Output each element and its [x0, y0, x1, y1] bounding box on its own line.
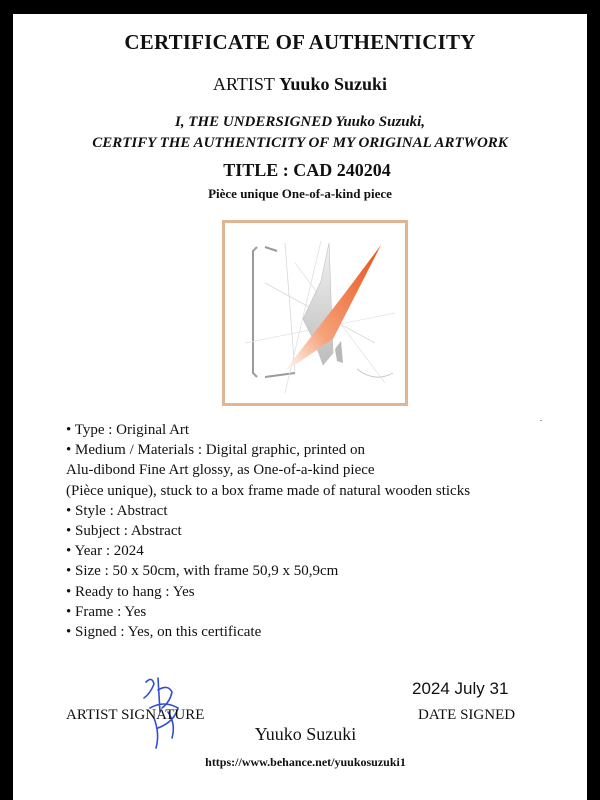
artwork-title: TITLE : CAD 240204	[223, 160, 391, 180]
spec-year: • Year : 2024	[66, 543, 144, 560]
spec-size: • Size : 50 x 50cm, with frame 50,9 x 50,9cm	[66, 563, 339, 580]
artist-prefix: ARTIST	[212, 74, 275, 94]
spec-ready-to-hang: • Ready to hang : Yes	[66, 583, 195, 600]
spec-frame: • Frame : Yes	[66, 603, 147, 620]
spec-style: • Style : Abstract	[66, 502, 168, 519]
artist-name: Yuuko Suzuki	[279, 74, 387, 94]
certificate-title: CERTIFICATE OF AUTHENTICITY	[124, 30, 476, 54]
left-border	[0, 0, 13, 800]
piece-note: Pièce unique One-of-a-kind piece	[208, 186, 392, 201]
spec-subject: • Subject : Abstract	[66, 523, 182, 540]
spec-type: • Type : Original Art	[66, 422, 190, 438]
speck	[540, 420, 542, 421]
date-value: 2024 July 31	[412, 679, 509, 698]
spec-medium-cont: Alu-dibond Fine Art glossy, as One-of-a-kind piece	[66, 462, 375, 479]
right-border	[587, 0, 600, 800]
declaration-line-2: CERTIFY THE AUTHENTICITY OF MY ORIGINAL ARTWORK	[92, 135, 508, 151]
signature-label: ARTIST SIGNATURE	[66, 707, 205, 723]
spec-medium-cont: (Pièce unique), stuck to a box frame made of natural wooden sticks	[66, 482, 471, 499]
artwork-graphic	[225, 223, 405, 403]
signer-name: Yuuko Suzuki	[254, 724, 357, 744]
artwork-image	[222, 220, 408, 406]
artist-line	[13, 74, 587, 95]
artist-url: https://www.behance.net/yuukosuzuki1	[205, 755, 406, 769]
specs-list	[66, 420, 536, 642]
top-border	[0, 0, 600, 14]
date-label: DATE SIGNED	[418, 707, 516, 723]
declaration-line-1: I, THE UNDERSIGNED Yuuko Suzuki,	[174, 114, 426, 130]
spec-signed: • Signed : Yes, on this certificate	[66, 624, 262, 641]
spec-medium: • Medium / Materials : Digital graphic, printed on	[66, 442, 365, 459]
